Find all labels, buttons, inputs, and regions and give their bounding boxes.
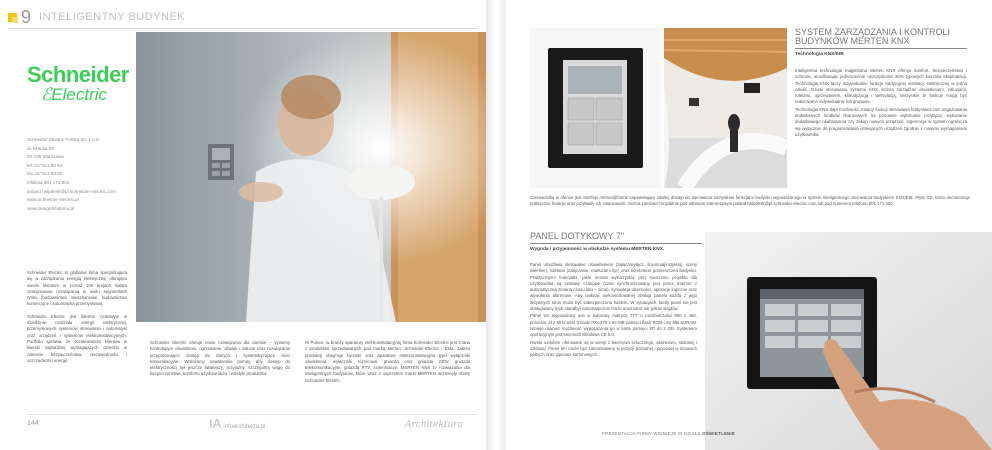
- panel-title-rule: [530, 243, 702, 244]
- body-paragraph: Schneider Electric oferuje nowe rozwiązania dla domów – systemy kontrolujące oświetlenie, ogrzewanie, dźwięk i żaluzje oraz rozwiązania przygotowujące dostęp do danych i systematyzujące sieci komunikacyjne. Wdrażamy nowatorskie pompy, aby dostęp do elektryczności był jeszcze łatwiejszy, przyjazny, szczególną wagę do bezpieczeństwa, komfortu użytkowników i estetyki produktów.: [150, 340, 290, 377]
- page-gutter: [486, 0, 506, 450]
- logo-mark-icon: ℰ: [41, 85, 52, 104]
- photo-touch-panel: [705, 232, 992, 450]
- page-header: [8, 8, 185, 26]
- contact-line: www.schneider-electric.pl: [27, 197, 79, 203]
- photo-thermostat: [530, 28, 661, 188]
- intro-column: [27, 270, 127, 370]
- contact-line: 02-135 Warszawa: [27, 154, 64, 160]
- system-body: [795, 68, 967, 144]
- section-number: 9: [21, 7, 32, 27]
- body-paragraph: Ciekawostką w ofercie jest interfejs merten@home zapewniający zdalny dostęp do sterowania wszystkimi funkcjami budynku wyposażonego w system inteligentnego sterowania budynkiem KNX/EIB. Płytę CD, która demonstruje praktyczne funkcje oraz przykłady ich zastosowań, można zamówić bezpłatnie pod adresem internetowym poland.helpdesk@pl.schneider-electric.com lub pod numerem telefonu 801 171 500.: [530, 195, 970, 207]
- section-title: INTELIGENTNY BUDYNEK: [39, 11, 186, 23]
- promo-paragraph: [530, 195, 970, 214]
- contact-block: [27, 136, 127, 213]
- contact-line: Schneider Electric Polska Sp. z o.o: [27, 137, 99, 142]
- body-paragraph: Panel ten wyposażony jest w kolorowy matrycę TFT o rozdzielczości 800 x 480, procesor 312 MHz Intel XScale PXA270 z 64 MB pamięci flash ROM i 64 MB SDRAM. Istnieje również możliwość wyposażenia go w kartę pamięci SD do 2 GB. Systemem operacyjnym jest Microsoft Windows CE 5.0.: [530, 313, 697, 338]
- header-rule: [8, 28, 478, 29]
- text-column-2: [150, 340, 290, 384]
- contact-line: poland.helpdesk@pl.schneider-electric.com: [27, 188, 116, 194]
- body-paragraph: W Polsce, w branży aparatury elektroinstalacyjnej firma Schneider Electric jest znana z produktów sprzedawanych pod marką Merten, Schneider-Electric i Elda. Zakres produkcji obejmuje łączniki oraz aparaturę elektroinstalacyjną typu wyłączniki oświetlenia, wyłączniki różnicowe, gniazda oraz gniazda 230V, gniazda telekomunikacyjne, gniazda RTV, ściemniacze. MERTEN KNX to rozwiązania dla inteligentnych budynków, które wraz z osprzętem marki MERTEN wchłonęły ofertę Schneider Electric.: [305, 340, 470, 383]
- photo-office-interior: [664, 28, 787, 188]
- system-title-rule: [795, 48, 967, 49]
- contact-line: infolinia 801 171 500: [27, 179, 70, 185]
- panel-title: PANEL DOTYKOWY 7": [530, 231, 625, 241]
- schneider-logo: [27, 64, 137, 104]
- intro-paragraph: Schneider Electric jest liderem rynkowym w dziedzinie rozdziału energii elektrycznej, przemysłowych systemów sterowania i automatyki oraz urządzeń i systemów elektroinstalacyjnych. Portfolio sprawia, że oczekiwaniom klientów w kwestii najbardziej wymagających dziedzin w zakresie bezpieczeństwa, niezawodności i oszczędności energii.: [27, 313, 127, 363]
- logo-line2: ℰElectric: [41, 85, 108, 104]
- system-subtitle: Technologia KNX/EIB: [795, 52, 844, 57]
- system-title: SYSTEM ZARZĄDZANIA I KONTROLI BUDYNKÓW MERTEN KNX: [795, 27, 951, 46]
- logo-line1: Schneider: [27, 62, 129, 87]
- body-paragraph: Panel umożliwia sterowanie oświetleniem (załącz/wyłącz, ściemniaj/rozjaśnij, sceny świetlne), roletami (załączanie, markizami itp.) oraz komfortem pomieszczeń budynku. Praktycznymi funkcjami, jakie można wykorzystać przy tworzeniu projektu dla użytkownika są zestawy czasowe (czas synchronizowany jest przez Internet z automatyczną zmianą czasu lato – zima), symulacja obecności, operacje logiczne oraz wywołania alarmowe. Aby uniknąć niekontrolowanej obsługi panelu każda z jego aktywnych stron może być zabezpieczona hasłem. W sytuacjach, kiedy panel nie jest obsługiwany (tryb standby) automatycznie może uruchomić się pokaz slajdów.: [530, 262, 697, 312]
- body-paragraph: Technologia KNX daje możliwość zmiany funkcji sterowania budynkiem bez angażowania dodatkowych środków finansowych na ponowne wykonanie przyłączy, wykonanie dodatkowego okablowania czy zakup nowych urządzeń. Ingerencja w system ogranicza się wyłącznie do programowania istniejących urządzeń zgodnie z nowymi wymaganiami użytkownika.: [795, 106, 967, 137]
- contact-line: www.designfirlabonu.pl: [27, 205, 74, 211]
- architektura-logo: Architektura: [405, 420, 463, 430]
- section-marker-icon: [8, 13, 17, 22]
- photo-woman-control-panel: [136, 32, 486, 322]
- text-column-3: [305, 340, 470, 390]
- footer-rule: [27, 414, 477, 415]
- contact-line: ul. Iłżecka 24: [27, 145, 54, 151]
- ia-logo: IA infoarchitekta.pl: [209, 416, 266, 431]
- page-number: 144: [27, 420, 39, 427]
- body-paragraph: Ramki ozdobne oferowane są w wersji z tworzywa sztucznego, aluminium, stalowej i szklanej. Panel ten może być zamontowany w pozycji poziomej i pionowej w ścianach pełnych oraz gipsowo-kartonowych.: [530, 339, 697, 358]
- panel-body: [530, 262, 697, 364]
- body-paragraph: Inteligentna technologia magistralna Merten KNX oferuje komfort, bezpieczeństwo i ochronę, umożliwiając jednocześnie oszczędności 30% typowych kosztów eksploatacji. Technologia KNX łączy indywidualne funkcje tradycyjnej instalacji elektrycznej w jedną całość. Dzięki stosowaniu systemu KNX można zarządzać oświetleniem, żaluzjami, roletami, ogrzewaniem, klimatyzacją i wentylacją. Wszystkie te funkcje mogą być realizowane indywidualnie lub grupowo.: [795, 68, 967, 105]
- left-page: [0, 0, 486, 450]
- contact-line: fax 22/ 511 83 00: [27, 171, 63, 177]
- intro-paragraph: Schneider Electric to globalna firma specjalizująca się w zarządzaniu energią elektryczną, oferująca swoim klientom w ponad 100 krajach świata zintegrowane rozwiązania w wielu segmentach rynku (budownictwo mieszkaniowe, budownictwo komercyjne i automatyka przemysłowa).: [27, 270, 127, 307]
- contact-line: tel. 22/ 511 84 64: [27, 162, 63, 168]
- section-reference: PREZENTACJA FIRMY WIDNIEJE W DZIALE OŚWIETLENIE: [602, 431, 736, 436]
- panel-subtitle: Wygoda i przyjemność w obsłudze systemu MERTEN KNX.: [530, 247, 665, 252]
